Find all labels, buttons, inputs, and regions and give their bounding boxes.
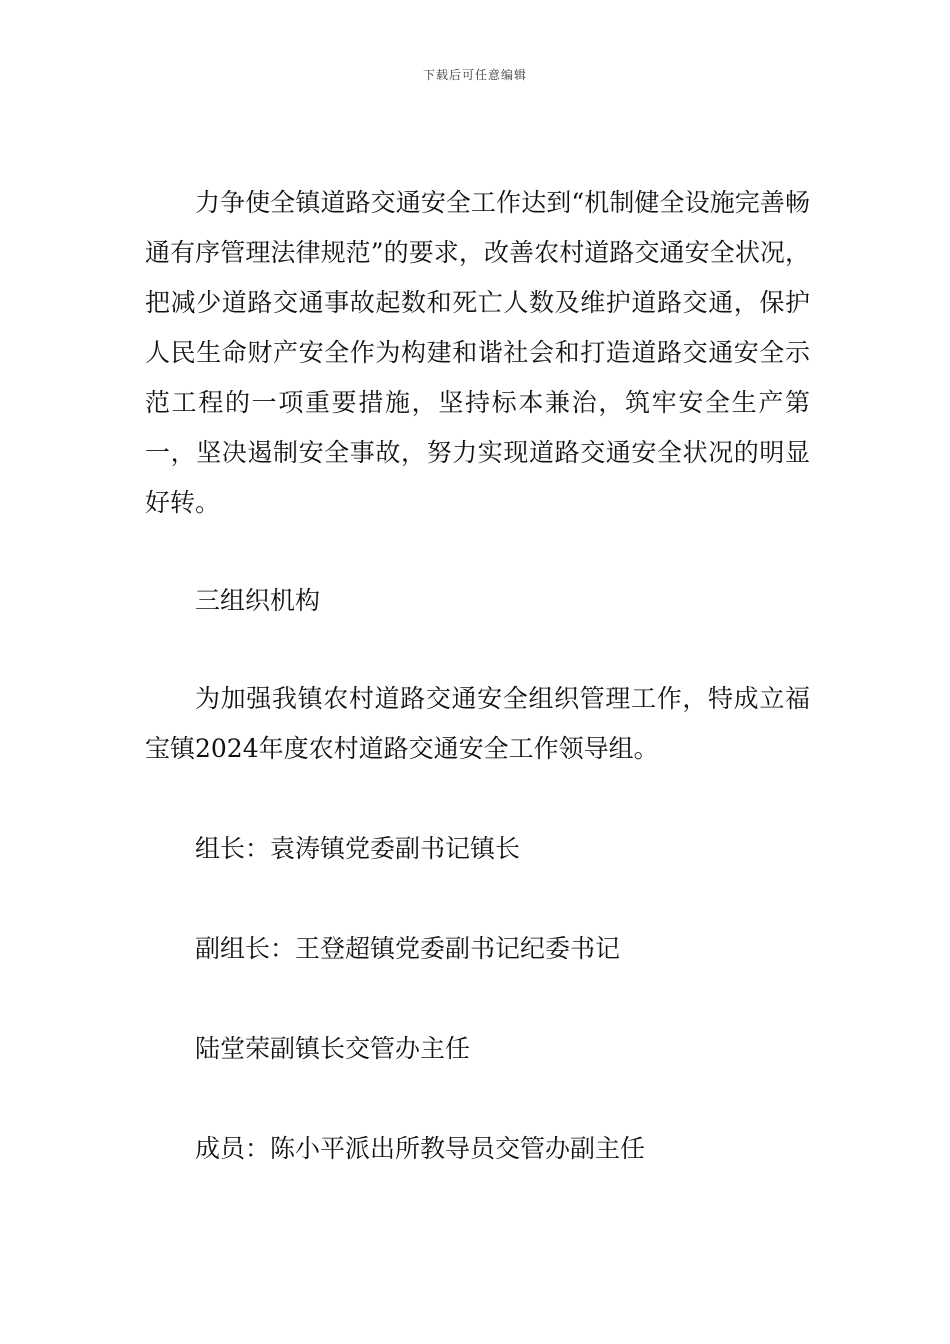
header-note: 下载后可任意编辑 bbox=[422, 68, 527, 82]
paragraph-goal: 力争使全镇道路交通安全工作达到“机制健全设施完善畅通有序管理法律规范”的要求，改善农村道路交通安全状况，把减少道路交通事故起数和死亡人数及维护道路交通，保护人民生命财产安全作为构建和谐社会和打造道路交通安全示范工程的一项重要措施，坚持标本兼治，筑牢安全生产第一，坚决遏制安全事故，努力实现道路交通安全状况的明显好转。 bbox=[145, 188, 810, 517]
section-heading-organization: 三组织机构 bbox=[195, 586, 321, 615]
paragraph-group-leader: 组长：袁涛镇党委副书记镇长 bbox=[195, 834, 521, 863]
document-body bbox=[145, 178, 810, 1174]
paragraph-leading-group: 为加强我镇农村道路交通安全组织管理工作，特成立福宝镇2024年度农村道路交通安全工作领导组。 bbox=[145, 684, 810, 763]
paragraph-deputy-leader: 副组长：王登超镇党委副书记纪委书记 bbox=[195, 934, 621, 963]
paragraph-members: 成员：陈小平派出所教导员交管办副主任 bbox=[195, 1134, 646, 1163]
paragraph-deputy-leader-2: 陆堂荣副镇长交管办主任 bbox=[195, 1034, 471, 1063]
